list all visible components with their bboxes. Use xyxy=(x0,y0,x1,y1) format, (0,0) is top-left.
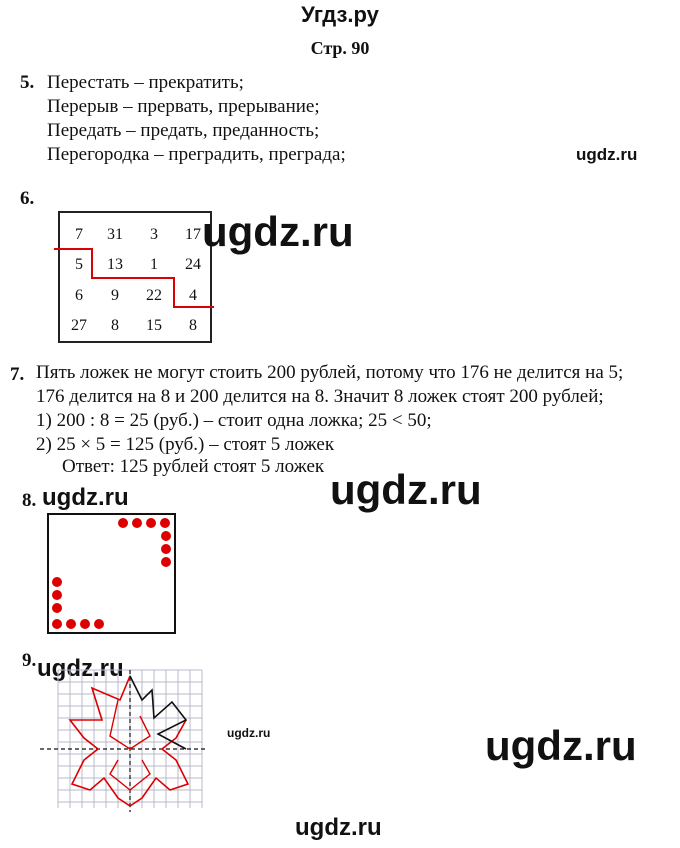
grid-cell: 22 xyxy=(146,287,162,304)
grid-cell: 1 xyxy=(150,256,158,273)
grid-cell: 8 xyxy=(111,317,119,334)
watermark: ugdz.ru xyxy=(485,722,637,769)
grid-cell: 9 xyxy=(111,287,119,304)
watermark: ugdz.ru xyxy=(330,466,482,513)
page-number: Стр. 90 xyxy=(310,38,370,58)
task-8-number: 8. xyxy=(22,490,37,511)
grid-cell: 24 xyxy=(185,256,201,273)
task-7-line: Пять ложек не могут стоить 200 рублей, потому что 176 не делится на 5; xyxy=(36,362,624,383)
grid-cell: 7 xyxy=(75,226,83,243)
task-7-line: 1) 200 : 8 = 25 (руб.) – стоит одна ложка; 25 < 50; xyxy=(36,410,432,431)
watermark: ugdz.ru xyxy=(295,814,382,841)
grid-cell: 31 xyxy=(107,226,123,243)
grid-cell: 4 xyxy=(189,287,197,304)
task-9-number: 9. xyxy=(22,650,37,671)
grid-cell: 17 xyxy=(185,226,201,243)
task-5-line: Перегородка – преградить, преграда; xyxy=(47,144,346,165)
task-6-number: 6. xyxy=(20,188,35,209)
task-7-number: 7. xyxy=(10,364,25,385)
grid-cell: 3 xyxy=(150,226,158,243)
task-7-answer: Ответ: 125 рублей стоят 5 ложек xyxy=(62,456,325,477)
task-5-line: Перестать – прекратить; xyxy=(47,72,244,93)
site-title: Угдз.ру xyxy=(301,2,379,27)
watermark: ugdz.ru xyxy=(227,726,271,740)
task-5-line: Передать – предать, преданность; xyxy=(47,120,320,141)
grid-cell: 27 xyxy=(71,317,87,334)
watermark: ugdz.ru xyxy=(37,655,124,682)
grid-cell: 15 xyxy=(146,317,162,334)
grid-cell: 13 xyxy=(107,256,123,273)
task-5-number: 5. xyxy=(20,72,35,93)
grid-cell: 5 xyxy=(75,256,83,273)
watermark: ugdz.ru xyxy=(42,484,129,511)
watermark: ugdz.ru xyxy=(202,208,354,255)
task-5-line: Перерыв – прервать, прерывание; xyxy=(47,96,320,117)
grid-cell: 8 xyxy=(189,317,197,334)
task-7-line: 176 делится на 8 и 200 делится на 8. Значит 8 ложек стоят 200 рублей; xyxy=(36,386,604,407)
task-7-line: 2) 25 × 5 = 125 (руб.) – стоят 5 ложек xyxy=(36,434,335,455)
watermark: ugdz.ru xyxy=(576,145,638,164)
grid-cell: 6 xyxy=(75,287,83,304)
